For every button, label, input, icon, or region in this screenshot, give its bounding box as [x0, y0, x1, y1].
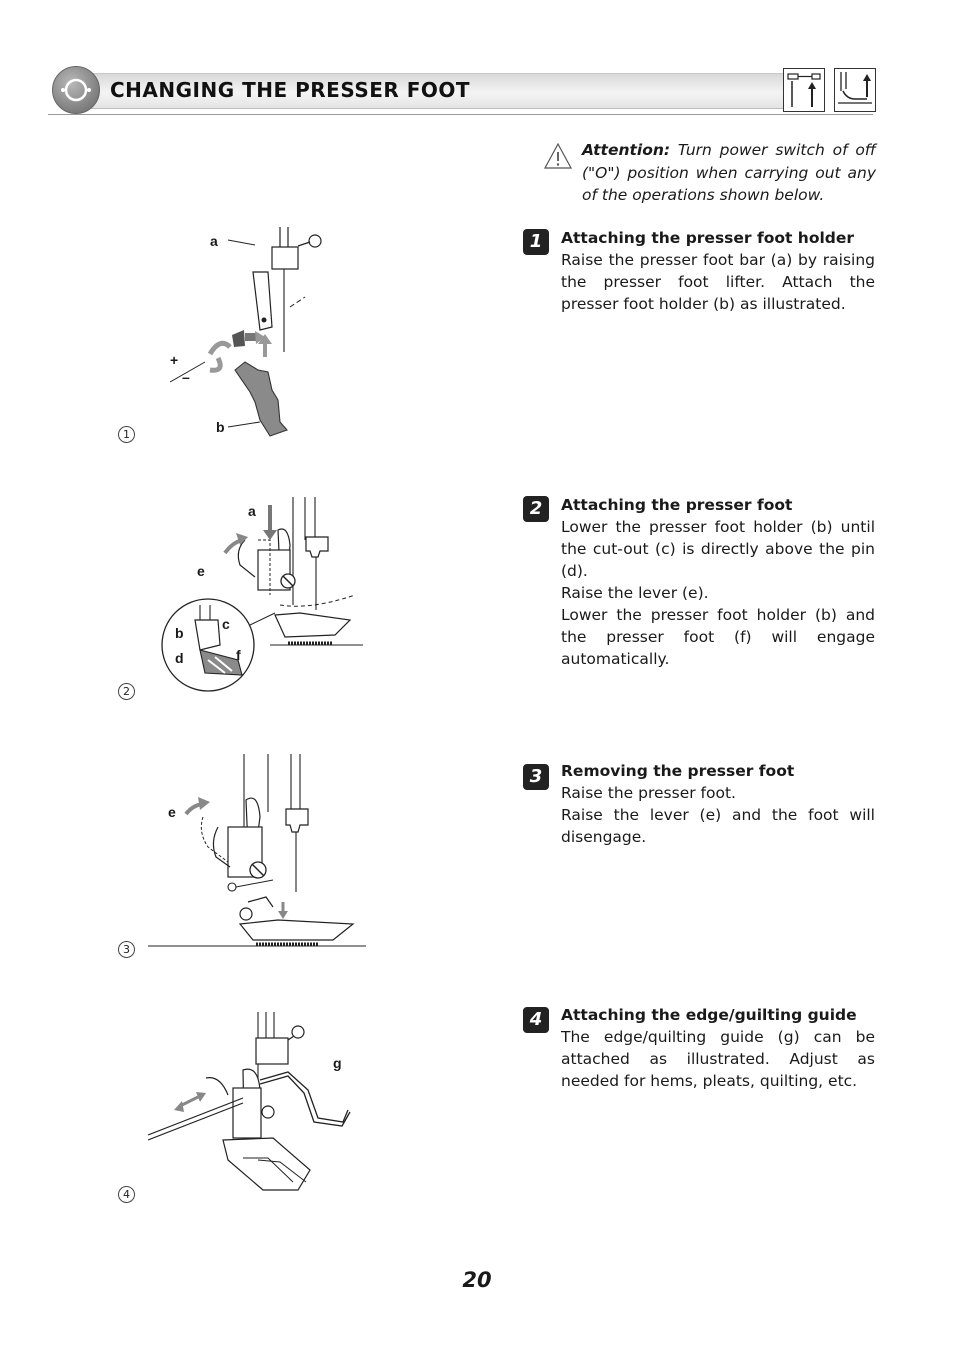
step-4-line: The edge/quilting guide (g) can be attached as illustrated. Adjust as needed for hems, pleats, quilting, etc. — [561, 1028, 875, 1090]
page-number: 20 — [462, 1268, 492, 1292]
presser-bar-raise-icon — [783, 68, 825, 112]
figure-3-label-e: e — [168, 804, 176, 820]
figure-3-illustration — [148, 752, 368, 954]
step-1-badge: 1 — [523, 229, 549, 255]
figure-4-number: 4 — [118, 1186, 135, 1203]
step-1-line: Raise the presser foot bar (a) by raising the presser foot lifter. Attach the presser foot holder (b) as illustrated. — [561, 251, 875, 313]
attention-body: Turn power switch of off ("O") position when carrying out any of the operations shown below. — [582, 141, 876, 204]
figure-2-label-f: f — [236, 647, 241, 663]
figure-4-label-g: g — [333, 1055, 342, 1071]
figure-2-label-e: e — [197, 563, 205, 579]
section-bullet-icon — [52, 66, 100, 114]
figure-1-number: 1 — [118, 426, 135, 443]
figure-2-label-d: d — [175, 650, 184, 666]
step-3-line: Raise the presser foot. — [561, 784, 736, 802]
step-2-line: Lower the presser foot holder (b) and the presser foot (f) will engage automatically. — [561, 606, 875, 668]
step-4 — [561, 1004, 875, 1092]
warning-triangle-icon — [543, 142, 573, 174]
figure-2-label-c: c — [222, 616, 230, 632]
step-2-line: Lower the presser foot holder (b) until the cut-out (c) is directly above the pin (d). — [561, 518, 875, 580]
step-2-line: Raise the lever (e). — [561, 584, 709, 602]
step-3 — [561, 760, 875, 848]
step-3-line: Raise the lever (e) and the foot will disengage. — [561, 806, 875, 846]
step-3-title: Removing the presser foot — [561, 762, 795, 780]
step-4-title: Attaching the edge/guilting guide — [561, 1006, 857, 1024]
step-2-title: Attaching the presser foot — [561, 496, 793, 514]
page-title: CHANGING THE PRESSER FOOT — [110, 78, 471, 102]
presser-foot-raise-icon — [834, 68, 876, 112]
step-2-badge: 2 — [523, 496, 549, 522]
figure-1-illustration — [150, 222, 330, 451]
figure-1-label-minus: – — [182, 369, 190, 385]
figure-1-label-plus: + — [170, 352, 179, 368]
figure-4-illustration — [148, 1010, 358, 1199]
step-1 — [561, 227, 875, 315]
header-rule — [48, 114, 873, 115]
step-3-badge: 3 — [523, 764, 549, 790]
step-4-badge: 4 — [523, 1007, 549, 1033]
figure-1-label-a: a — [210, 233, 218, 249]
figure-3-number: 3 — [118, 941, 135, 958]
figure-2-illustration — [160, 495, 365, 704]
figure-1-label-b: b — [216, 419, 225, 435]
section-header — [48, 66, 873, 114]
figure-2-number: 2 — [118, 683, 135, 700]
attention-label: Attention: — [582, 141, 671, 159]
step-1-title: Attaching the presser foot holder — [561, 229, 855, 247]
step-2 — [561, 494, 875, 670]
figure-2-label-b: b — [175, 625, 184, 641]
attention-note — [582, 139, 876, 207]
figure-2-label-a: a — [248, 503, 256, 519]
